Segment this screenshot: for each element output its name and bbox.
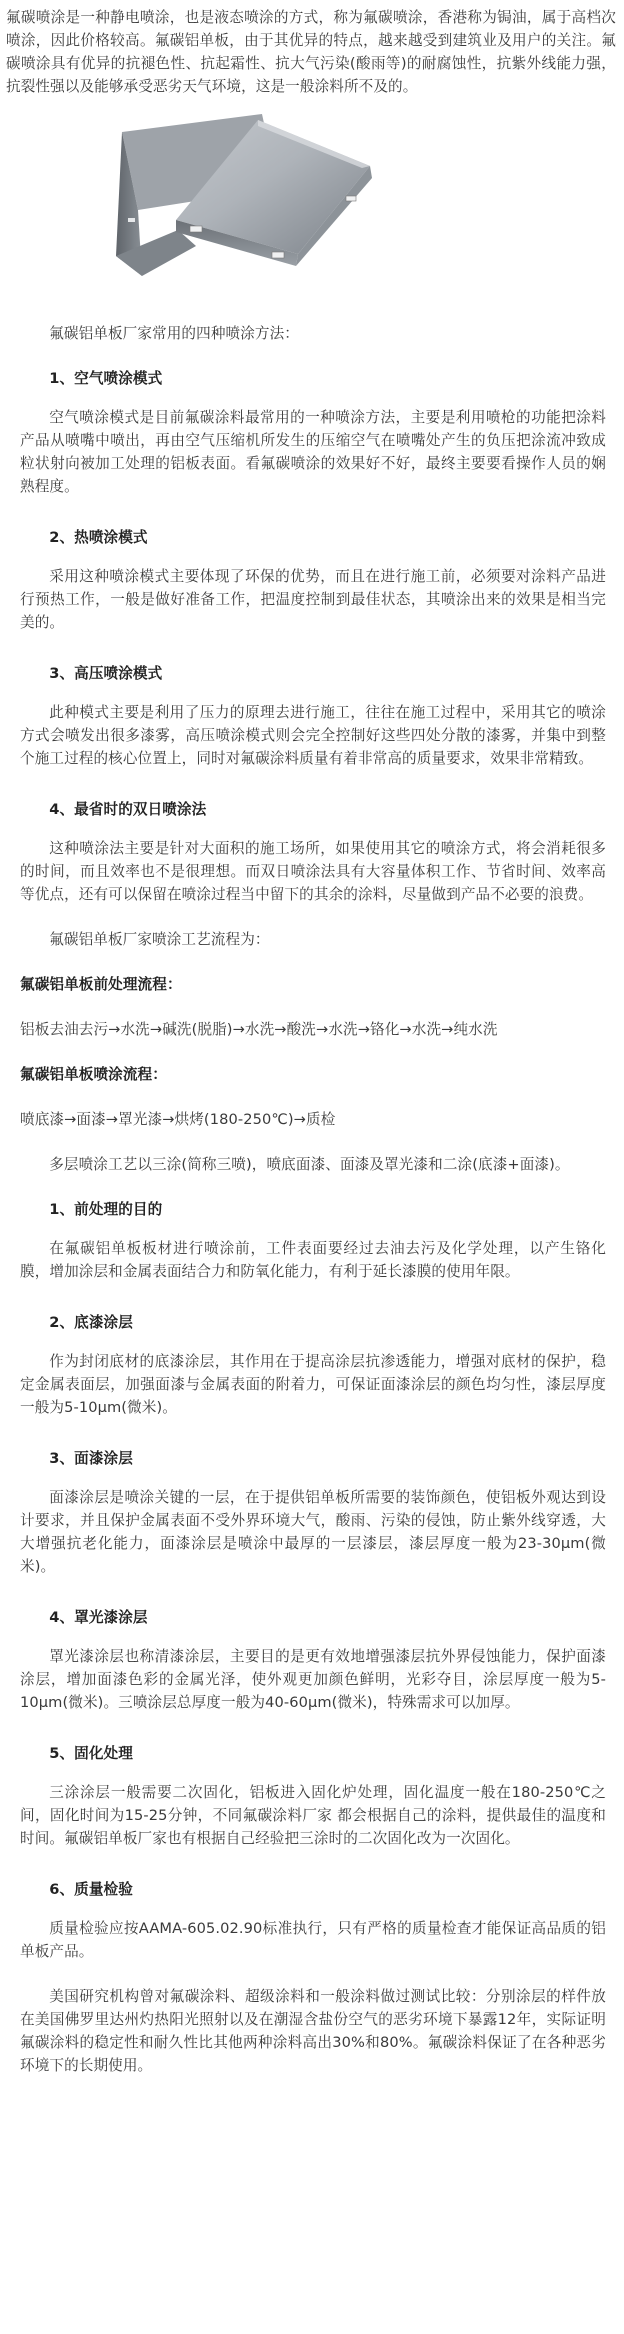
- section-text: 罩光漆涂层也称清漆涂层，主要目的是更有效地增强漆层抗外界侵蚀能力，保护面漆涂层，增加面漆色彩的金属光泽，使外观更加颜色鲜明，光彩夺目，涂层厚度一般为5-10μm(微米)。三喷涂层总厚度一般为40-60μm(微米)，特殊需求可以加厚。: [20, 1648, 606, 1711]
- section-title: 5、固化处理: [49, 1745, 133, 1762]
- section-title: 6、质量检验: [49, 1881, 133, 1898]
- section-title: 2、底漆涂层: [49, 1314, 133, 1331]
- section-title: 3、面漆涂层: [49, 1450, 133, 1467]
- section-text: 作为封闭底材的底漆涂层，其作用在于提高涂层抗渗透能力，增强对底材的保护，稳定金属表面层，加强面漆与金属表面的附着力，可保证面漆涂层的颜色均匀性，漆层厚度一般为5-10μm(微米)。: [20, 1353, 606, 1416]
- method-text: 此种模式主要是利用了压力的原理去进行施工，往往在施工过程中，采用其它的喷涂方式会喷发出很多漆雾，高压喷涂模式则会完全控制好这些四处分散的漆雾，并集中到整个施工过程的核心位置上，同时对氟碳涂料质量有着非常高的质量要求，效果非常精致。: [20, 704, 606, 767]
- method-title: 4、最省时的双日喷涂法: [49, 801, 207, 818]
- section-title: 4、罩光漆涂层: [49, 1609, 148, 1626]
- process-note: 多层喷涂工艺以三涂(简称三喷)，喷底面漆、面漆及罩光漆和二涂(底漆+面漆)。: [49, 1156, 570, 1173]
- method-text: 空气喷涂模式是目前氟碳涂料最常用的一种喷涂方法，主要是利用喷枪的功能把涂料产品从喷嘴中喷出，再由空气压缩机所发生的压缩空气在喷嘴处产生的负压把涂流冲致成粒状射向被加工处理的铝板表面。看氟碳喷涂的效果好不好，最终主要要看操作人员的娴熟程度。: [20, 409, 606, 495]
- method-title: 1、空气喷涂模式: [49, 370, 163, 387]
- pre-process-title: 氟碳铝单板前处理流程：: [20, 976, 182, 993]
- section-text: 在氟碳铝单板板材进行喷涂前，工件表面要经过去油去污及化学处理，以产生铬化膜，增加涂层和金属表面结合力和防氧化能力，有利于延长漆膜的使用年限。: [20, 1240, 606, 1280]
- aluminum-panel-image: [0, 106, 624, 306]
- section-title: 1、前处理的目的: [49, 1201, 163, 1218]
- spray-process-flow: 喷底漆→面漆→罩光漆→烘烤(180-250℃)→质检: [20, 1111, 336, 1128]
- article-body: [0, 306, 624, 2077]
- method-text: 这种喷涂法主要是针对大面积的施工场所，如果使用其它的喷涂方式，将会消耗很多的时间，而且效率也不是很理想。而双日喷涂法具有大容量体积工作、节省时间、效率高等优点，还有可以保留在喷涂过程当中留下的其余的涂料，尽量做到产品不必要的浪费。: [20, 840, 606, 903]
- section-text: 面漆涂层是喷涂关键的一层，在于提供铝单板所需要的装饰颜色，使铝板外观达到设计要求，并且保护金属表面不受外界环境大气，酸雨、污染的侵蚀，防止紫外线穿透，大大增强抗老化能力，面漆涂层是喷涂中最厚的一层漆层，漆层厚度一般为23-30μm(微米)。: [20, 1489, 606, 1575]
- method-title: 3、高压喷涂模式: [49, 665, 163, 682]
- section-text: 质量检验应按AAMA-605.02.90标准执行，只有严格的质量检查才能保证高品质的铝单板产品。: [20, 1920, 606, 1960]
- method-title: 2、热喷涂模式: [49, 529, 148, 546]
- spray-process-title: 氟碳铝单板喷涂流程：: [20, 1066, 167, 1083]
- intro-paragraph: 氟碳喷涂是一种静电喷涂，也是液态喷涂的方式，称为氟碳喷涂，香港称为锔油，属于高档次喷涂，因此价格较高。氟碳铝单板，由于其优异的特点，越来越受到建筑业及用户的关注。氟碳喷涂具有优异的抗褪色性、抗起霜性、抗大气污染(酸雨等)的耐腐蚀性，抗紫外线能力强，抗裂性强以及能够承受恶劣天气环境，这是一般涂料所不及的。: [6, 9, 616, 95]
- method-text: 采用这种喷涂模式主要体现了环保的优势，而且在进行施工前，必须要对涂料产品进行预热工作，一般是做好准备工作，把温度控制到最佳状态，其喷涂出来的效果是相当完美的。: [20, 568, 606, 631]
- methods-lead: 氟碳铝单板厂家常用的四种喷涂方法：: [49, 325, 299, 342]
- section-text: 三涂涂层一般需要二次固化，铝板进入固化炉处理，固化温度一般在180-250℃之间，固化时间为15-25分钟，不同氟碳涂料厂家 都会根据自己的涂料，提供最佳的温度和时间。氟碳铝单板厂家也有根据自己经验把三涂时的二次固化改为一次固化。: [20, 1784, 606, 1847]
- process-lead: 氟碳铝单板厂家喷涂工艺流程为：: [49, 931, 270, 948]
- closing-paragraph: 美国研究机构曾对氟碳涂料、超级涂料和一般涂料做过测试比较：分别涂层的样件放在美国佛罗里达州灼热阳光照射以及在潮湿含盐份空气的恶劣环境下暴露12年，实际证明氟碳涂料的稳定性和耐久性比其他两种涂料高出30%和80%。氟碳涂料保证了在各种恶劣环境下的长期使用。: [20, 1988, 606, 2074]
- pre-process-flow: 铝板去油去污→水洗→碱洗(脱脂)→水洗→酸洗→水洗→铬化→水洗→纯水洗: [20, 1021, 498, 1038]
- aluminum-panel-icon: [0, 106, 624, 306]
